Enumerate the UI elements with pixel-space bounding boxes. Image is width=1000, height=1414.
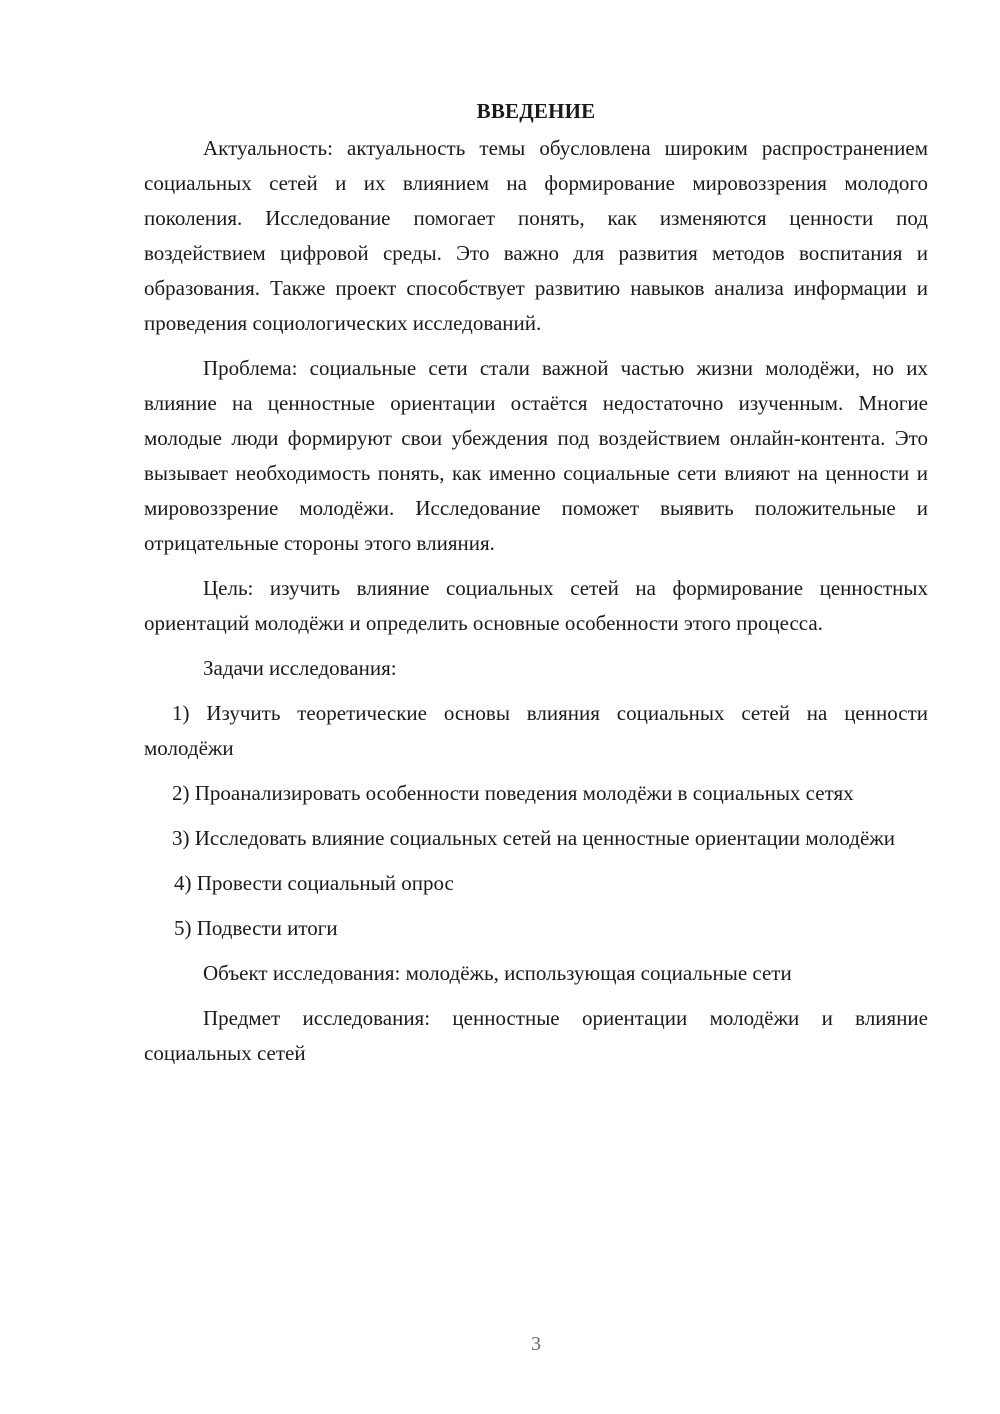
- goal-paragraph: Цель: изучить влияние социальных сетей на формирование ценностных ориентаций молодёжи и определить основные особенности этого процесса.: [144, 576, 928, 635]
- task-item-4: 4) Провести социальный опрос: [174, 871, 454, 895]
- tasks-heading: Задачи исследования:: [203, 656, 397, 680]
- object-paragraph: Объект исследования: молодёжь, использующая социальные сети: [203, 961, 792, 985]
- problem-paragraph: Проблема: социальные сети стали важной частью жизни молодёжи, но их влияние на ценностные ориентации остаётся недостаточно изученным. Многие молодые люди формируют свои убеждения под воздействием онлайн-контента. Это вызывает необходимость понять, как именно социальные сети влияют на ценности и мировоззрение молодёжи. Исследование поможет выявить положительные и отрицательные стороны этого влияния.: [144, 356, 928, 555]
- task-item-5: 5) Подвести итоги: [174, 916, 338, 940]
- page-number: 3: [531, 1333, 541, 1355]
- task-item-1: 1) Изучить теоретические основы влияния социальных сетей на ценности молодёжи: [144, 701, 928, 760]
- page-content: [144, 94, 928, 1081]
- task-item-3: 3) Исследовать влияние социальных сетей на ценностные ориентации молодёжи: [172, 826, 896, 850]
- task-item-2: 2) Проанализировать особенности поведения молодёжи в социальных сетях: [172, 781, 854, 805]
- subject-paragraph: Предмет исследования: ценностные ориентации молодёжи и влияние социальных сетей: [144, 1006, 928, 1065]
- section-heading: ВВЕДЕНИЕ: [476, 99, 596, 123]
- relevance-paragraph: Актуальность: актуальность темы обусловлена широким распространением социальных сетей и их влиянием на формирование мировоззрения молодого поколения. Исследование помогает понять, как изменяются ценности под воздействием цифровой среды. Это важно для развития методов воспитания и образования. Также проект способствует развитию навыков анализа информации и проведения социологических исследований.: [144, 136, 928, 335]
